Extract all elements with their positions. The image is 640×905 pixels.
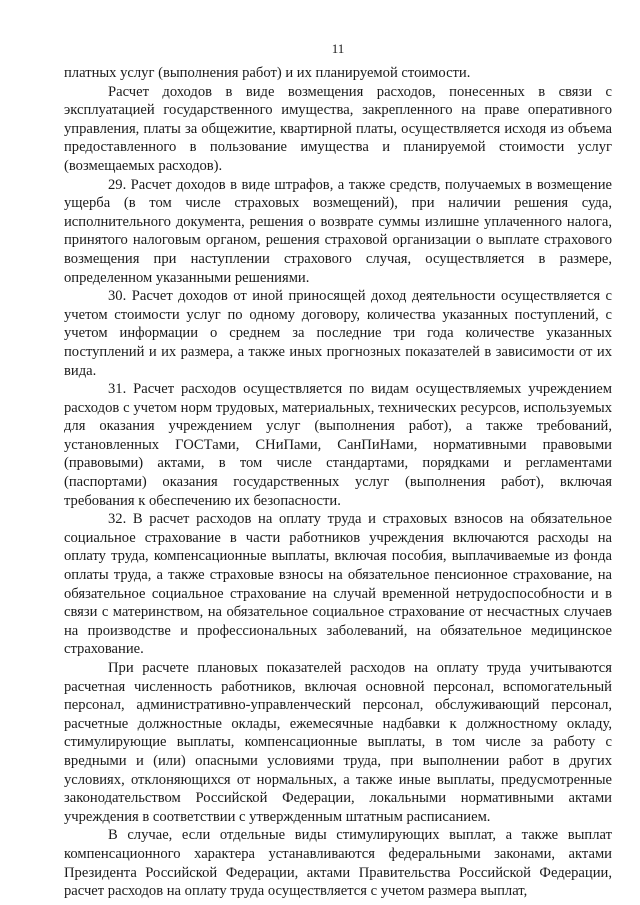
document-page xyxy=(64,40,612,901)
paragraph-special-payments: В случае, если отдельные виды стимулирующих выплат, а также выплат компенсационного характера устанавливаются федеральными законами, актами Президента Российской Федерации, актами Правительства Российской Федерации, расчет расходов на оплату труда осуществляется с учетом размера выплат, xyxy=(64,827,612,900)
paragraph-income-reimbursement: Расчет доходов в виде возмещения расходов, понесенных в связи с эксплуатацией государственного имущества, закрепленного на праве оперативного управления, платы за общежитие, квартирной платы, осуществляется исходя из объема предоставленного в пользование имущества и планируемой стоимости услуг (возмещаемых расходов). xyxy=(64,83,612,174)
paragraph-29: 29. Расчет доходов в виде штрафов, а также средств, получаемых в возмещение ущерба (в том числе страховых возмещений), при наличии решения суда, исполнительного документа, решения о возврате суммы излишне уплаченного налога, принятого налоговым органом, решения страховой организации о выплате страхового возмещения при наступлении страхового случая, осуществляется в размере, определенном указанными решениями. xyxy=(64,176,612,286)
paragraph-payroll-calculation: При расчете плановых показателей расходов на оплату труда учитываются расчетная численность работников, включая основной персонал, вспомогательный персонал, административно-управленческий персонал, обслуживающий персонал, расчетные должностные оклады, ежемесячные надбавки к должностному окладу, стимулирующие выплаты, компенсационные выплаты, в том числе за работу с вредными и (или) опасными условиями труда, при выполнении работ в других условиях, отклоняющихся от нормальных, а также иные выплаты, предусмотренные законодательством Российской Федерации, локальными нормативными актами учреждения в соответствии с утвержденным штатным расписанием. xyxy=(64,660,612,825)
paragraph-continuation: платных услуг (выполнения работ) и их планируемой стоимости. xyxy=(64,65,471,81)
paragraph-32: 32. В расчет расходов на оплату труда и страховых взносов на обязательное социальное страхование в части работников учреждения включаются расходы на оплату труда, компенсационные выплаты, включая пособия, выплачиваемые из фонда оплаты труда, а также страховые взносы на обязательное пенсионное страхование, на обязательное социальное страхование на случай временной нетрудоспособности и в связи с материнством, на обязательное социальное страхование от несчастных случаев на производстве и профессиональных заболеваний, на обязательное медицинское страхование. xyxy=(64,511,612,658)
paragraph-31: 31. Расчет расходов осуществляется по видам осуществляемых учреждением расходов с учетом норм трудовых, материальных, технических ресурсов, используемых для оказания учреждением услуг (выполнения работ), а также требований, установленных ГОСТами, СНиПами, СанПиНами, нормативными правовыми (правовыми) актами, в том числе стандартами, порядками и регламентами (паспортами) оказания государственных услуг (выполнения работ), включая требования к обеспечению их безопасности. xyxy=(64,381,612,509)
paragraph-30: 30. Расчет доходов от иной приносящей доход деятельности осуществляется с учетом стоимости услуг по одному договору, количества указанных поступлений, с учетом информации о среднем за последние три года количестве указанных поступлений и их размера, а также иных прогнозных показателей в зависимости от их вида. xyxy=(64,288,612,379)
page-number: 11 xyxy=(331,41,345,56)
